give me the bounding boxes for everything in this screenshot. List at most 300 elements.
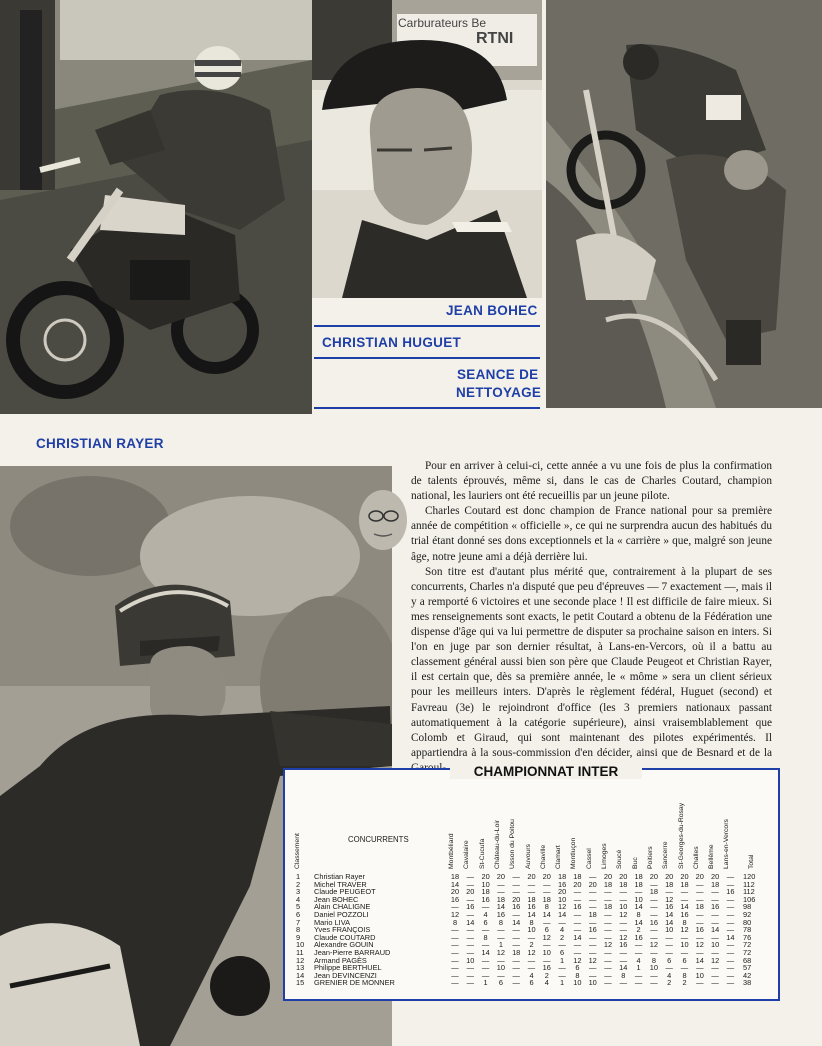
score-cell: —: [451, 970, 459, 980]
score-cell: —: [711, 948, 719, 957]
score-cell: —: [543, 940, 551, 950]
score-cell: 18: [481, 887, 490, 897]
score-cell: —: [604, 894, 612, 904]
name-cell: Michel TRAVER: [314, 879, 367, 889]
total-cell: 98: [743, 902, 752, 912]
score-cell: —: [680, 932, 689, 942]
score-cell: 16: [527, 902, 536, 912]
score-cell: 14: [619, 963, 628, 973]
score-cell: 6: [682, 955, 687, 965]
score-cell: 20: [710, 872, 720, 881]
concurrents-header: CONCURRENTS: [348, 835, 409, 844]
total-cell: 92: [743, 910, 752, 919]
score-cell: —: [588, 970, 597, 980]
score-cell: —: [512, 879, 520, 889]
rank-cell: 11: [296, 948, 304, 957]
article-paragraph: Charles Coutard est donc champion de France national pour sa première année de compétition « officielle », ce qui ne surprendra aucun des habitués du trial étant donné ses dons exceptionnels et la « carrière » que, malgré son jeune âge, notre jeune ami a déjà derrière lui.: [411, 505, 772, 563]
score-cell: —: [512, 963, 520, 973]
score-cell: 16: [542, 963, 551, 973]
score-cell: 20: [557, 887, 567, 897]
event-header: Soucé: [616, 849, 624, 869]
photo-rider-motorcycle: [0, 0, 312, 414]
score-cell: —: [696, 948, 704, 957]
score-cell: —: [497, 955, 505, 965]
name-cell: GRENIER DE MONNER: [314, 978, 395, 988]
score-cell: —: [604, 948, 612, 957]
score-cell: 10: [649, 963, 658, 973]
score-cell: 6: [575, 963, 580, 973]
caption-christian-rayer: CHRISTIAN RAYER: [36, 436, 164, 451]
score-cell: —: [711, 887, 719, 897]
score-cell: 1: [560, 978, 565, 988]
score-cell: —: [680, 948, 689, 957]
score-cell: —: [466, 879, 474, 889]
score-cell: —: [680, 887, 689, 897]
score-cell: —: [619, 978, 627, 988]
score-cell: 18: [634, 872, 643, 881]
score-cell: —: [680, 894, 689, 904]
score-cell: —: [543, 917, 551, 927]
score-cell: 20: [680, 872, 689, 881]
score-cell: 16: [557, 879, 567, 889]
caption-christian-huguet: CHRISTIAN HUGUET: [322, 335, 462, 350]
score-cell: —: [604, 932, 612, 942]
score-cell: 12: [603, 940, 613, 950]
sign-text: [398, 16, 513, 48]
score-cell: 2: [636, 925, 641, 935]
score-cell: 12: [557, 902, 567, 912]
score-cell: —: [650, 978, 658, 988]
event-header: Château-du-Loir: [493, 819, 501, 869]
score-cell: 2: [560, 932, 565, 942]
score-cell: 12: [710, 955, 720, 965]
score-cell: 20: [450, 887, 460, 897]
score-cell: —: [481, 902, 490, 912]
score-cell: 20: [665, 872, 674, 881]
score-cell: —: [696, 879, 704, 889]
classement-header: Classement: [294, 833, 301, 869]
score-cell: —: [466, 894, 474, 904]
score-cell: 12: [542, 932, 551, 942]
score-cell: 10: [665, 925, 674, 935]
score-cell: 14: [710, 925, 720, 935]
score-cell: 14: [680, 902, 689, 912]
score-cell: —: [512, 910, 520, 919]
score-cell: 4: [483, 910, 488, 919]
score-cell: —: [588, 917, 597, 927]
score-cell: —: [451, 978, 459, 988]
score-cell: —: [726, 955, 735, 965]
score-cell: 16: [481, 894, 490, 904]
score-cell: 10: [680, 940, 689, 950]
score-cell: 14: [665, 910, 674, 919]
score-cell: 1: [560, 955, 565, 965]
score-cell: 20: [695, 872, 704, 881]
event-header: Cavalaire: [463, 840, 471, 869]
score-cell: 14: [450, 879, 460, 889]
score-cell: —: [451, 932, 459, 942]
score-cell: —: [604, 978, 612, 988]
total-cell: 120: [743, 872, 756, 881]
score-cell: —: [604, 910, 612, 919]
score-cell: 12: [695, 940, 704, 950]
score-cell: —: [527, 963, 536, 973]
score-cell: 16: [619, 940, 628, 950]
score-cell: 8: [682, 917, 687, 927]
score-cell: —: [481, 963, 490, 973]
rank-cell: 14: [296, 970, 305, 980]
score-cell: —: [726, 917, 735, 927]
score-cell: —: [512, 955, 520, 965]
score-cell: —: [650, 970, 658, 980]
score-cell: —: [634, 978, 643, 988]
name-cell: Philippe BERTHUEL: [314, 963, 382, 973]
score-cell: 16: [588, 925, 597, 935]
score-cell: —: [726, 963, 735, 973]
score-cell: —: [711, 910, 719, 919]
score-cell: —: [573, 887, 582, 897]
score-cell: —: [619, 925, 627, 935]
score-cell: 18: [603, 879, 613, 889]
score-cell: 14: [634, 917, 643, 927]
score-cell: 18: [603, 902, 613, 912]
score-cell: —: [650, 894, 658, 904]
score-cell: 20: [496, 872, 505, 881]
score-cell: —: [588, 932, 597, 942]
score-cell: —: [573, 925, 582, 935]
score-cell: 18: [573, 872, 582, 881]
rank-cell: 5: [296, 902, 301, 912]
score-cell: —: [573, 894, 582, 904]
rank-cell: 6: [296, 910, 301, 919]
score-cell: 16: [710, 902, 720, 912]
score-cell: —: [665, 948, 673, 957]
score-cell: 8: [636, 910, 641, 919]
rank-cell: 1: [296, 872, 301, 881]
score-cell: 14: [496, 902, 505, 912]
score-cell: 20: [649, 872, 658, 881]
score-cell: 16: [680, 910, 689, 919]
score-cell: —: [665, 932, 673, 942]
score-cell: 18: [649, 887, 658, 897]
score-cell: —: [726, 872, 735, 881]
score-cell: —: [711, 917, 719, 927]
score-cell: 6: [667, 955, 672, 965]
score-cell: 20: [542, 872, 551, 881]
score-cell: 12: [496, 948, 505, 957]
score-cell: 4: [560, 925, 565, 935]
total-header: Total: [748, 854, 755, 869]
name-cell: Claude COUTARD: [314, 932, 376, 942]
score-cell: —: [619, 917, 627, 927]
score-cell: 2: [544, 970, 549, 980]
caption-nettoyage-2: NETTOYAGE: [456, 385, 542, 400]
score-cell: 14: [512, 917, 521, 927]
event-header: Bellême: [708, 844, 716, 869]
score-cell: —: [650, 902, 658, 912]
score-cell: —: [558, 917, 566, 927]
score-cell: 14: [542, 910, 551, 919]
score-cell: —: [497, 887, 505, 897]
rank-cell: 3: [296, 887, 301, 897]
score-cell: —: [588, 894, 597, 904]
score-cell: —: [726, 902, 735, 912]
rank-cell: 10: [296, 940, 305, 950]
score-cell: —: [619, 948, 627, 957]
score-cell: —: [711, 963, 719, 973]
score-cell: —: [466, 970, 474, 980]
caption-jean-bohec: JEAN BOHEC: [446, 303, 538, 318]
event-header: Challes: [692, 846, 700, 869]
score-cell: —: [466, 940, 474, 950]
score-cell: 6: [529, 978, 534, 988]
total-cell: 106: [743, 894, 756, 904]
score-cell: —: [466, 925, 474, 935]
score-cell: —: [497, 925, 505, 935]
score-cell: —: [573, 917, 582, 927]
score-cell: —: [726, 925, 735, 935]
score-cell: 4: [529, 970, 534, 980]
score-cell: 4: [636, 955, 641, 965]
score-cell: —: [619, 955, 627, 965]
score-cell: 2: [667, 978, 672, 988]
score-cell: —: [696, 963, 704, 973]
score-cell: —: [650, 925, 658, 935]
total-cell: 72: [743, 948, 752, 957]
score-cell: 12: [527, 948, 536, 957]
score-cell: —: [558, 940, 566, 950]
score-cell: 8: [529, 917, 534, 927]
score-cell: 10: [557, 894, 567, 904]
score-cell: —: [481, 940, 490, 950]
score-cell: 8: [452, 917, 458, 927]
score-cell: 1: [498, 940, 503, 950]
score-cell: 8: [498, 917, 503, 927]
score-cell: —: [466, 932, 474, 942]
score-cell: 18: [542, 894, 551, 904]
score-cell: —: [696, 932, 704, 942]
score-cell: —: [451, 902, 459, 912]
score-cell: 1: [483, 978, 488, 988]
score-cell: —: [527, 879, 536, 889]
score-cell: 14: [573, 932, 582, 942]
score-cell: —: [588, 948, 597, 957]
score-cell: 16: [496, 910, 505, 919]
event-header: Lans-en-Vercors: [723, 819, 731, 869]
score-cell: —: [711, 978, 719, 988]
score-cell: 6: [560, 948, 565, 957]
score-cell: 12: [619, 932, 628, 942]
score-cell: —: [588, 963, 597, 973]
score-cell: —: [619, 894, 627, 904]
score-cell: —: [696, 917, 704, 927]
photo-nettoyage: [546, 0, 822, 408]
score-cell: —: [634, 970, 643, 980]
rank-cell: 8: [296, 925, 301, 935]
name-cell: Daniel POZZOLI: [314, 910, 369, 919]
name-cell: Jean DEVINCENZI: [314, 970, 377, 980]
total-cell: 68: [743, 955, 752, 965]
score-cell: —: [604, 963, 612, 973]
score-cell: 6: [483, 917, 488, 927]
score-cell: —: [726, 978, 735, 988]
total-cell: 57: [743, 963, 752, 973]
score-cell: 12: [619, 910, 628, 919]
score-cell: —: [481, 970, 490, 980]
score-cell: —: [451, 955, 459, 965]
score-cell: —: [696, 978, 704, 988]
score-cell: 12: [588, 955, 597, 965]
score-cell: 18: [710, 879, 720, 889]
score-cell: —: [726, 940, 735, 950]
score-cell: —: [481, 955, 490, 965]
score-cell: —: [512, 940, 520, 950]
score-cell: 8: [682, 970, 687, 980]
score-cell: —: [726, 894, 735, 904]
score-cell: 20: [603, 872, 613, 881]
score-cell: —: [604, 917, 612, 927]
score-cell: —: [543, 887, 551, 897]
event-header: Auvours: [524, 844, 532, 869]
score-cell: 10: [496, 963, 505, 973]
sign-text-1: Carburateurs: [398, 16, 469, 30]
name-cell: Alexandre GOUIN: [314, 940, 374, 950]
score-cell: 16: [634, 932, 643, 942]
score-cell: —: [696, 894, 704, 904]
total-cell: 42: [743, 970, 752, 980]
score-cell: —: [711, 932, 719, 942]
rank-cell: 4: [296, 894, 301, 904]
score-cell: 20: [466, 887, 475, 897]
score-cell: —: [588, 940, 597, 950]
score-cell: —: [650, 879, 658, 889]
score-cell: —: [512, 872, 520, 881]
sign-text-3: RTNI: [476, 30, 514, 47]
sign-text-2: Be: [471, 16, 487, 30]
event-header: Chaville: [539, 844, 547, 869]
rank-cell: 13: [296, 963, 305, 973]
score-cell: —: [512, 978, 520, 988]
score-cell: 10: [573, 978, 582, 988]
score-cell: —: [512, 887, 520, 897]
caption-nettoyage-1: SEANCE DE: [457, 367, 539, 382]
score-cell: 18: [450, 872, 460, 881]
score-cell: 8: [575, 970, 580, 980]
score-cell: —: [604, 955, 612, 965]
score-cell: 20: [527, 872, 536, 881]
score-cell: 10: [634, 894, 643, 904]
score-cell: 8: [651, 955, 656, 965]
article-body: [411, 459, 772, 776]
total-cell: 112: [743, 879, 755, 889]
event-header: Poitiers: [646, 846, 654, 869]
score-cell: —: [558, 970, 566, 980]
score-cell: —: [604, 887, 612, 897]
score-cell: —: [543, 955, 551, 965]
score-cell: 14: [557, 910, 567, 919]
name-cell: Jean BOHEC: [314, 894, 359, 904]
name-cell: Alain CHALIGNE: [314, 902, 371, 912]
score-cell: 18: [527, 894, 536, 904]
score-cell: 14: [527, 910, 536, 919]
rank-cell: 15: [296, 978, 305, 988]
score-cell: —: [527, 887, 536, 897]
score-cell: 12: [665, 894, 674, 904]
score-cell: —: [512, 932, 520, 942]
score-cell: —: [588, 872, 597, 881]
score-cell: —: [451, 963, 459, 973]
score-cell: 1: [636, 963, 641, 973]
score-cell: 18: [665, 879, 674, 889]
score-cell: 10: [588, 978, 597, 988]
score-cell: 10: [542, 948, 551, 957]
score-cell: 12: [573, 955, 582, 965]
score-cell: 8: [621, 970, 626, 980]
score-cell: —: [573, 948, 582, 957]
name-cell: Mario LIVA: [314, 917, 351, 927]
score-cell: —: [634, 887, 643, 897]
score-cell: 20: [481, 872, 490, 881]
total-cell: 72: [743, 940, 752, 950]
event-header: Clamart: [555, 845, 563, 869]
event-header: Buc: [631, 857, 639, 869]
rank-cell: 9: [296, 932, 301, 942]
score-cell: —: [558, 963, 566, 973]
score-cell: 2: [682, 978, 687, 988]
score-cell: 8: [483, 932, 488, 942]
score-cell: —: [726, 879, 735, 889]
rank-cell: 2: [296, 879, 301, 889]
score-cell: —: [497, 932, 505, 942]
score-cell: 16: [665, 902, 674, 912]
score-cell: 10: [710, 940, 720, 950]
event-header: Cassel: [585, 848, 593, 869]
score-cell: 4: [544, 978, 549, 988]
score-cell: 16: [512, 902, 521, 912]
score-cell: —: [451, 948, 459, 957]
rank-cell: 7: [296, 917, 301, 927]
score-cell: 14: [634, 902, 643, 912]
event-header: Usson du Poitou: [509, 819, 517, 869]
photo-inset-portrait: [356, 486, 410, 556]
score-cell: —: [650, 932, 658, 942]
score-cell: —: [604, 925, 612, 935]
score-cell: 16: [450, 894, 460, 904]
total-cell: 76: [743, 932, 752, 942]
score-cell: —: [573, 910, 582, 919]
score-cell: —: [619, 887, 627, 897]
score-cell: —: [466, 872, 474, 881]
article-paragraph: Pour en arriver à celui-ci, cette année a vu une fois de plus la confirmation de talents éprouvés, même si, dans le cas de Charles Coutard, champion national, les lauriers ont été recueillis par un jeune pilote.: [411, 460, 772, 503]
score-cell: 20: [619, 872, 628, 881]
score-cell: —: [466, 948, 474, 957]
score-cell: 10: [619, 902, 628, 912]
score-cell: —: [497, 879, 505, 889]
score-cell: —: [451, 925, 459, 935]
event-header: St-Georges-du-Rosay: [677, 802, 685, 869]
total-cell: 80: [743, 917, 752, 927]
score-cell: —: [634, 948, 643, 957]
score-cell: 12: [649, 940, 658, 950]
score-cell: 14: [726, 932, 735, 942]
score-cell: 18: [496, 894, 505, 904]
event-header: St-Cucufa: [478, 838, 486, 869]
score-cell: —: [696, 910, 704, 919]
score-cell: 10: [695, 970, 704, 980]
name-cell: Jean-Pierre BARRAUD: [314, 948, 391, 957]
score-cell: —: [650, 948, 658, 957]
score-cell: —: [451, 940, 459, 950]
